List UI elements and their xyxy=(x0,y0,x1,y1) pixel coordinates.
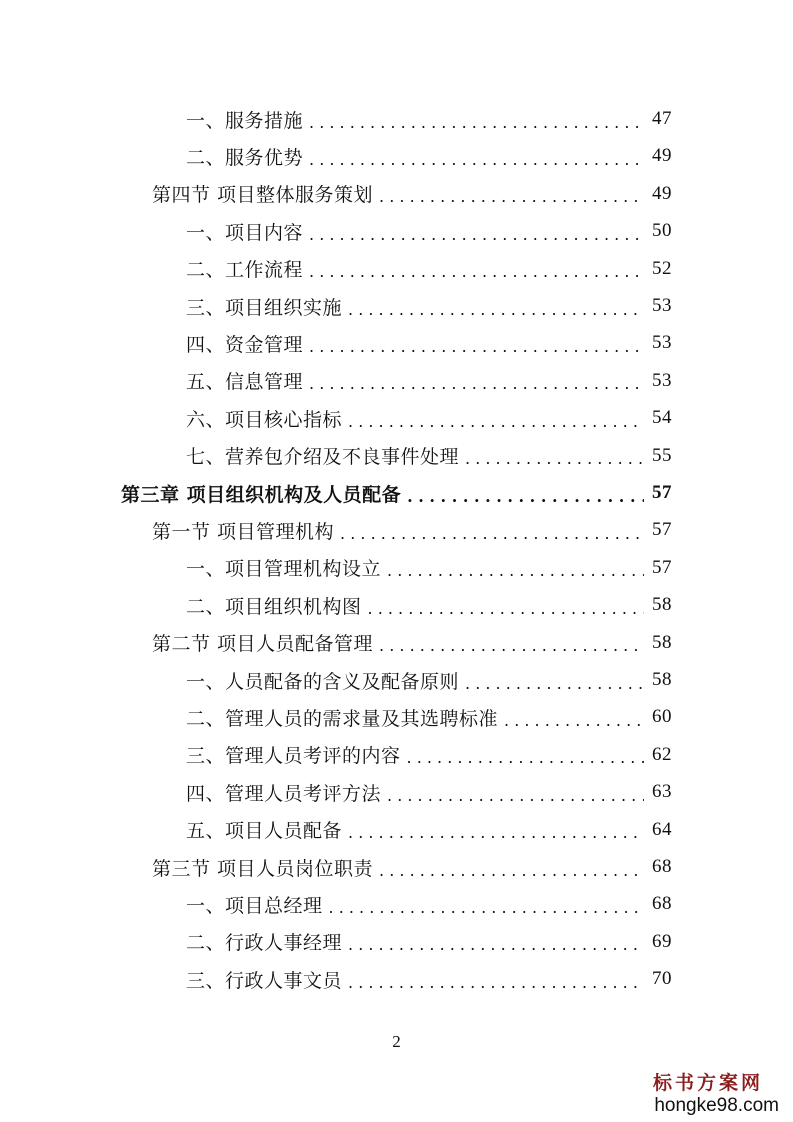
toc-dot-leader xyxy=(387,786,644,805)
toc-page-number: 58 xyxy=(652,631,672,653)
watermark-logo xyxy=(639,1068,779,1117)
toc-entry-title: 四、管理人员考评方法 xyxy=(186,782,382,805)
toc-page-number: 50 xyxy=(652,220,672,242)
toc-entry-title: 第三节 项目人员岗位职责 xyxy=(152,857,374,880)
toc-page-number: 53 xyxy=(652,332,672,354)
toc-section-entry[interactable] xyxy=(0,179,672,209)
toc-dot-leader xyxy=(379,636,644,655)
toc-dot-leader xyxy=(379,187,644,206)
toc-chapter-entry[interactable] xyxy=(0,478,672,508)
toc-page-number: 53 xyxy=(652,369,672,391)
toc-page-number: 47 xyxy=(652,108,672,129)
toc-entry-title: 五、项目人员配备 xyxy=(186,820,343,843)
toc-subsection-entry[interactable] xyxy=(0,141,672,171)
toc-page-number: 58 xyxy=(652,669,672,690)
toc-page-number: 68 xyxy=(652,893,672,915)
toc-subsection-entry[interactable] xyxy=(0,291,672,321)
toc-subsection-entry[interactable] xyxy=(0,777,672,807)
toc-dot-leader xyxy=(309,337,644,356)
toc-page-number: 49 xyxy=(652,145,672,167)
toc-dot-leader xyxy=(340,524,644,543)
toc-subsection-entry[interactable] xyxy=(0,815,672,845)
toc-entry-title: 第三章 项目组织机构及人员配备 xyxy=(121,483,402,506)
toc-entry-title: 一、人员配备的含义及配备原则 xyxy=(186,670,460,693)
toc-subsection-entry[interactable] xyxy=(0,328,672,358)
toc-page-number: 62 xyxy=(652,743,672,765)
toc-page-number: 55 xyxy=(652,444,672,466)
toc-subsection-entry[interactable] xyxy=(0,740,672,770)
toc-page-number: 69 xyxy=(652,930,672,952)
toc-subsection-entry[interactable] xyxy=(0,590,672,620)
toc-subsection-entry[interactable] xyxy=(0,889,672,919)
toc-entry-title: 第二节 项目人员配备管理 xyxy=(152,633,374,656)
toc-subsection-entry[interactable] xyxy=(0,216,672,246)
toc-dot-leader xyxy=(309,150,644,169)
watermark-url: hongke98.com xyxy=(654,1095,779,1116)
toc-page-number: 58 xyxy=(652,594,672,616)
toc-subsection-entry[interactable] xyxy=(0,702,672,732)
toc-page-number: 63 xyxy=(652,781,672,803)
toc-entry-title: 第一节 项目管理机构 xyxy=(152,520,335,543)
toc-entry-title: 第四节 项目整体服务策划 xyxy=(152,184,374,207)
toc-entry-title: 三、行政人事文员 xyxy=(186,969,343,992)
toc-dot-leader xyxy=(379,861,644,880)
toc-page-number: 68 xyxy=(652,856,672,877)
toc-entry-title: 七、营养包介绍及不良事件处理 xyxy=(186,446,460,469)
toc-dot-leader xyxy=(387,561,644,580)
toc-subsection-entry[interactable] xyxy=(0,927,672,957)
toc-dot-leader xyxy=(407,748,644,767)
toc-dot-leader xyxy=(309,225,644,244)
toc-dot-leader xyxy=(465,449,644,468)
toc-dot-leader xyxy=(348,412,644,431)
toc-entry-title: 三、管理人员考评的内容 xyxy=(186,745,401,768)
toc-subsection-entry[interactable] xyxy=(0,964,672,994)
toc-dot-leader xyxy=(348,973,644,992)
toc-page-number: 60 xyxy=(652,706,672,728)
toc-entry-title: 一、项目总经理 xyxy=(186,894,323,917)
toc-entry-title: 二、项目组织机构图 xyxy=(186,595,362,618)
toc-dot-leader xyxy=(504,711,644,730)
toc-dot-leader xyxy=(465,674,644,693)
toc-entry-title: 二、行政人事经理 xyxy=(186,932,343,955)
toc-dot-leader xyxy=(309,374,644,393)
toc-subsection-entry[interactable] xyxy=(0,665,672,695)
toc-entry-title: 六、项目核心指标 xyxy=(186,408,343,431)
toc-dot-leader xyxy=(329,898,644,917)
watermark-text: 标书方案网 xyxy=(652,1072,763,1094)
toc-page-number: 57 xyxy=(652,519,672,541)
toc-dot-leader xyxy=(407,487,644,506)
toc-dot-leader xyxy=(348,935,644,954)
toc-section-entry[interactable] xyxy=(0,628,672,658)
toc-subsection-entry[interactable] xyxy=(0,104,672,134)
toc-page-number: 54 xyxy=(652,407,672,429)
toc-page-number: 49 xyxy=(652,182,672,204)
toc-dot-leader xyxy=(348,300,644,319)
toc-dot-leader xyxy=(309,262,644,281)
toc-subsection-entry[interactable] xyxy=(0,553,672,583)
toc-page-number: 64 xyxy=(652,818,672,840)
toc-entry-title: 二、服务优势 xyxy=(186,146,304,169)
toc-page-number: 70 xyxy=(652,968,672,990)
toc-entry-title: 一、服务措施 xyxy=(186,109,304,132)
toc-page-number: 52 xyxy=(652,257,672,279)
toc-entry-title: 五、信息管理 xyxy=(186,371,304,394)
toc-dot-leader xyxy=(309,113,644,132)
page-number: 2 xyxy=(392,1032,401,1051)
toc-entry-title: 二、工作流程 xyxy=(186,259,304,282)
toc-page-number: 57 xyxy=(652,556,672,578)
toc-entry-title: 三、项目组织实施 xyxy=(186,296,343,319)
toc-dot-leader xyxy=(368,599,644,618)
toc-section-entry[interactable] xyxy=(0,515,672,545)
toc-entry-title: 四、资金管理 xyxy=(186,333,304,356)
toc-subsection-entry[interactable] xyxy=(0,403,672,433)
toc-entry-title: 二、管理人员的需求量及其选聘标准 xyxy=(186,707,499,730)
toc-page-number: 53 xyxy=(652,295,672,316)
toc-section-entry[interactable] xyxy=(0,852,672,882)
toc-entry-title: 一、项目管理机构设立 xyxy=(186,558,382,581)
toc-page-number: 57 xyxy=(652,482,672,503)
toc-subsection-entry[interactable] xyxy=(0,366,672,396)
toc-subsection-entry[interactable] xyxy=(0,254,672,284)
toc-subsection-entry[interactable] xyxy=(0,441,672,471)
toc-entry-title: 一、项目内容 xyxy=(186,221,304,244)
toc-dot-leader xyxy=(348,823,644,842)
